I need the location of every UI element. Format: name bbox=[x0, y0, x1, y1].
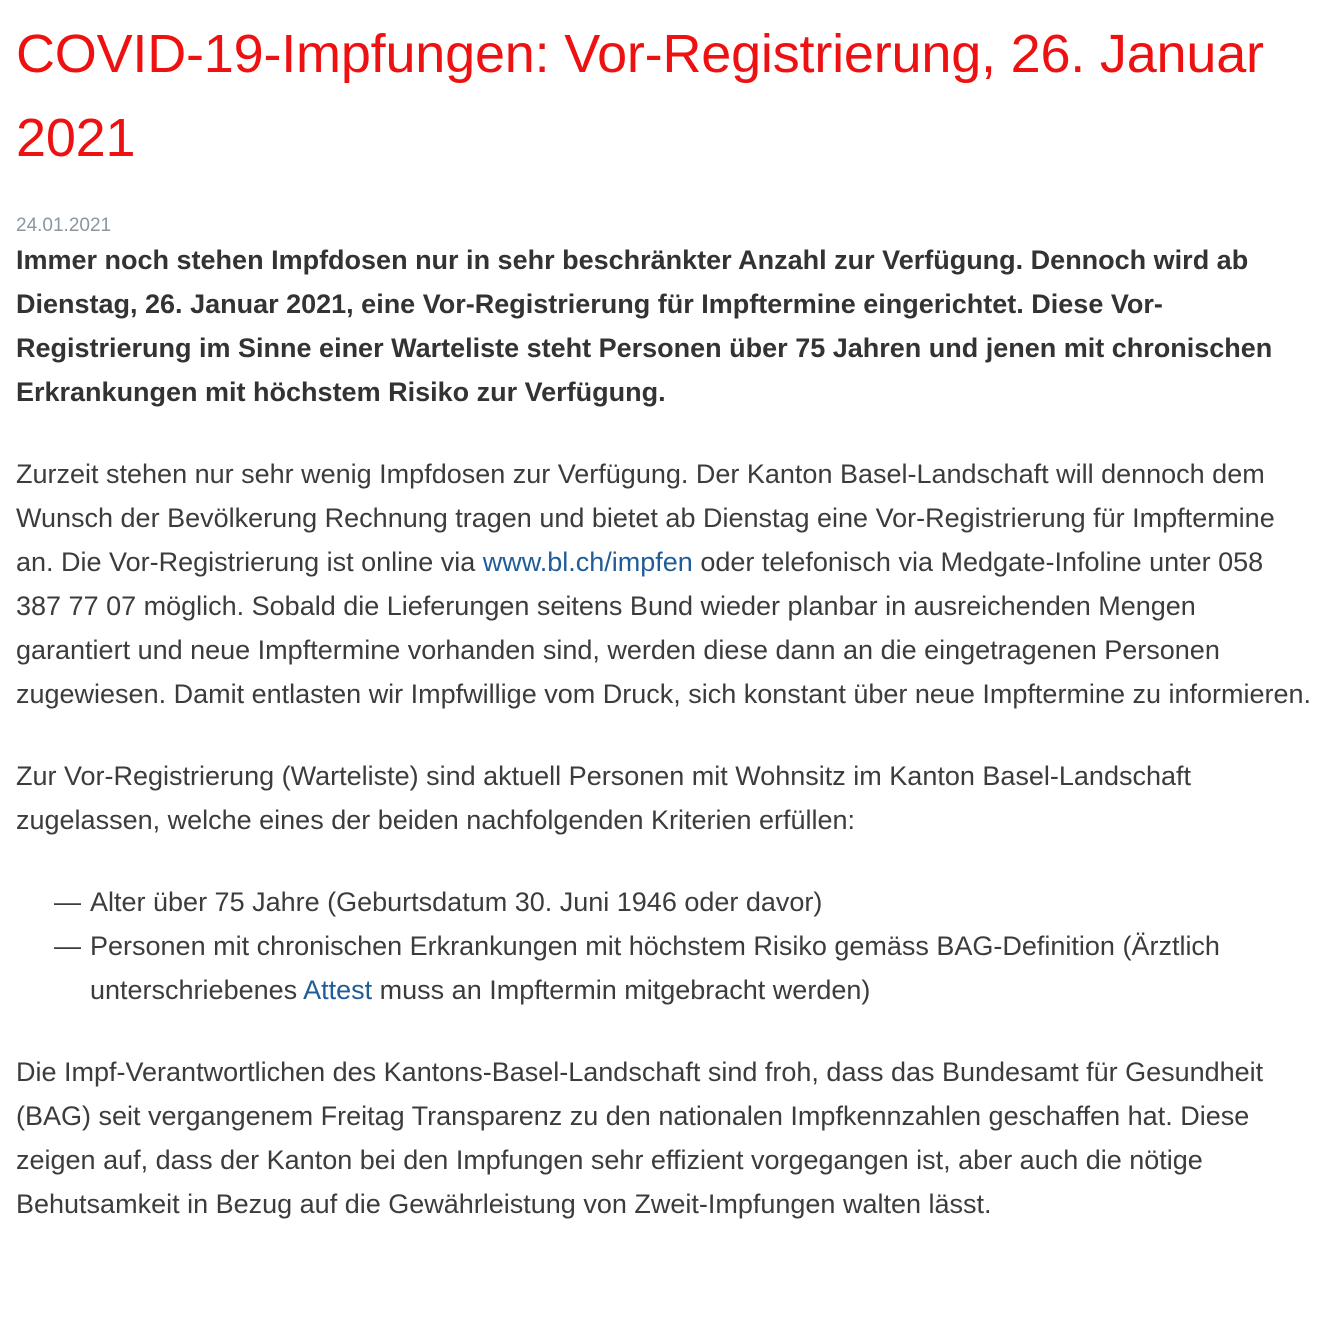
list-item-text: muss an Impftermin mitgebracht werden) bbox=[372, 975, 871, 1005]
list-dash: — bbox=[54, 931, 81, 961]
attest-link[interactable]: Attest bbox=[303, 975, 373, 1005]
lead-paragraph: Immer noch stehen Impfdosen nur in sehr beschränkter Anzahl zur Verfügung. Dennoch wird ab Dienstag, 26. Januar 2021, eine Vor-Registrierung für Impftermine eingerichtet. Diese Vor-Registrierung im Sinne einer Warteliste steht Personen über 75 Jahren und jenen mit chronischen Erkrankungen mit höchstem Risiko zur Verfügung. bbox=[16, 245, 1273, 407]
publish-date: 24.01.2021 bbox=[16, 215, 112, 236]
paragraph-registration bbox=[16, 452, 1314, 716]
criteria-list bbox=[16, 880, 1314, 1012]
impfen-link[interactable]: www.bl.ch/impfen bbox=[482, 547, 693, 577]
paragraph-text: Zurzeit stehen nur sehr wenig Impfdosen zur Verfügung. Der Kanton Basel-Landschaft will dennoch dem Wunsch der Bevölkerung Rechnung tragen und bietet ab Dienstag eine Vor-Registrierung für Impftermine an. Die Vor-Registrierung ist online via bbox=[16, 459, 1275, 577]
list-item bbox=[16, 924, 1314, 1012]
page-title: COVID-19-Impfungen: Vor-Registrierung, 26. Januar 2021 bbox=[16, 24, 1264, 168]
list-item-text: Alter über 75 Jahre (Geburtsdatum 30. Juni 1946 oder davor) bbox=[90, 887, 823, 917]
paragraph-text: oder telefonisch via Medgate-Infoline unter 058 387 77 07 möglich. Sobald die Lieferungen seitens Bund wieder planbar in ausreichenden Mengen garantiert und neue Impftermine vorhanden sind, werden diese dann an die eingetragenen Personen zugewiesen. Damit entlasten wir Impfwillige vom Druck, sich konstant über neue Impftermine zu informieren. bbox=[16, 547, 1312, 709]
list-item bbox=[16, 880, 1314, 924]
list-dash: — bbox=[54, 887, 81, 917]
paragraph-eligibility: Zur Vor-Registrierung (Warteliste) sind aktuell Personen mit Wohnsitz im Kanton Basel-Landschaft zugelassen, welche eines der beiden nachfolgenden Kriterien erfüllen: bbox=[16, 761, 1192, 835]
paragraph-bag: Die Impf-Verantwortlichen des Kantons-Basel-Landschaft sind froh, dass das Bundesamt für Gesundheit (BAG) seit vergangenem Freitag Transparenz zu den nationalen Impfkennzahlen geschaffen hat. Diese zeigen auf, dass der Kanton bei den Impfungen sehr effizient vorgegangen ist, aber auch die nötige Behutsamkeit in Bezug auf die Gewährleistung von Zweit-Impfungen walten lässt. bbox=[16, 1057, 1264, 1219]
list-item-text: Personen mit chronischen Erkrankungen mit höchstem Risiko gemäss BAG-Definition (Ärztlich unterschriebenes bbox=[90, 931, 1220, 1005]
